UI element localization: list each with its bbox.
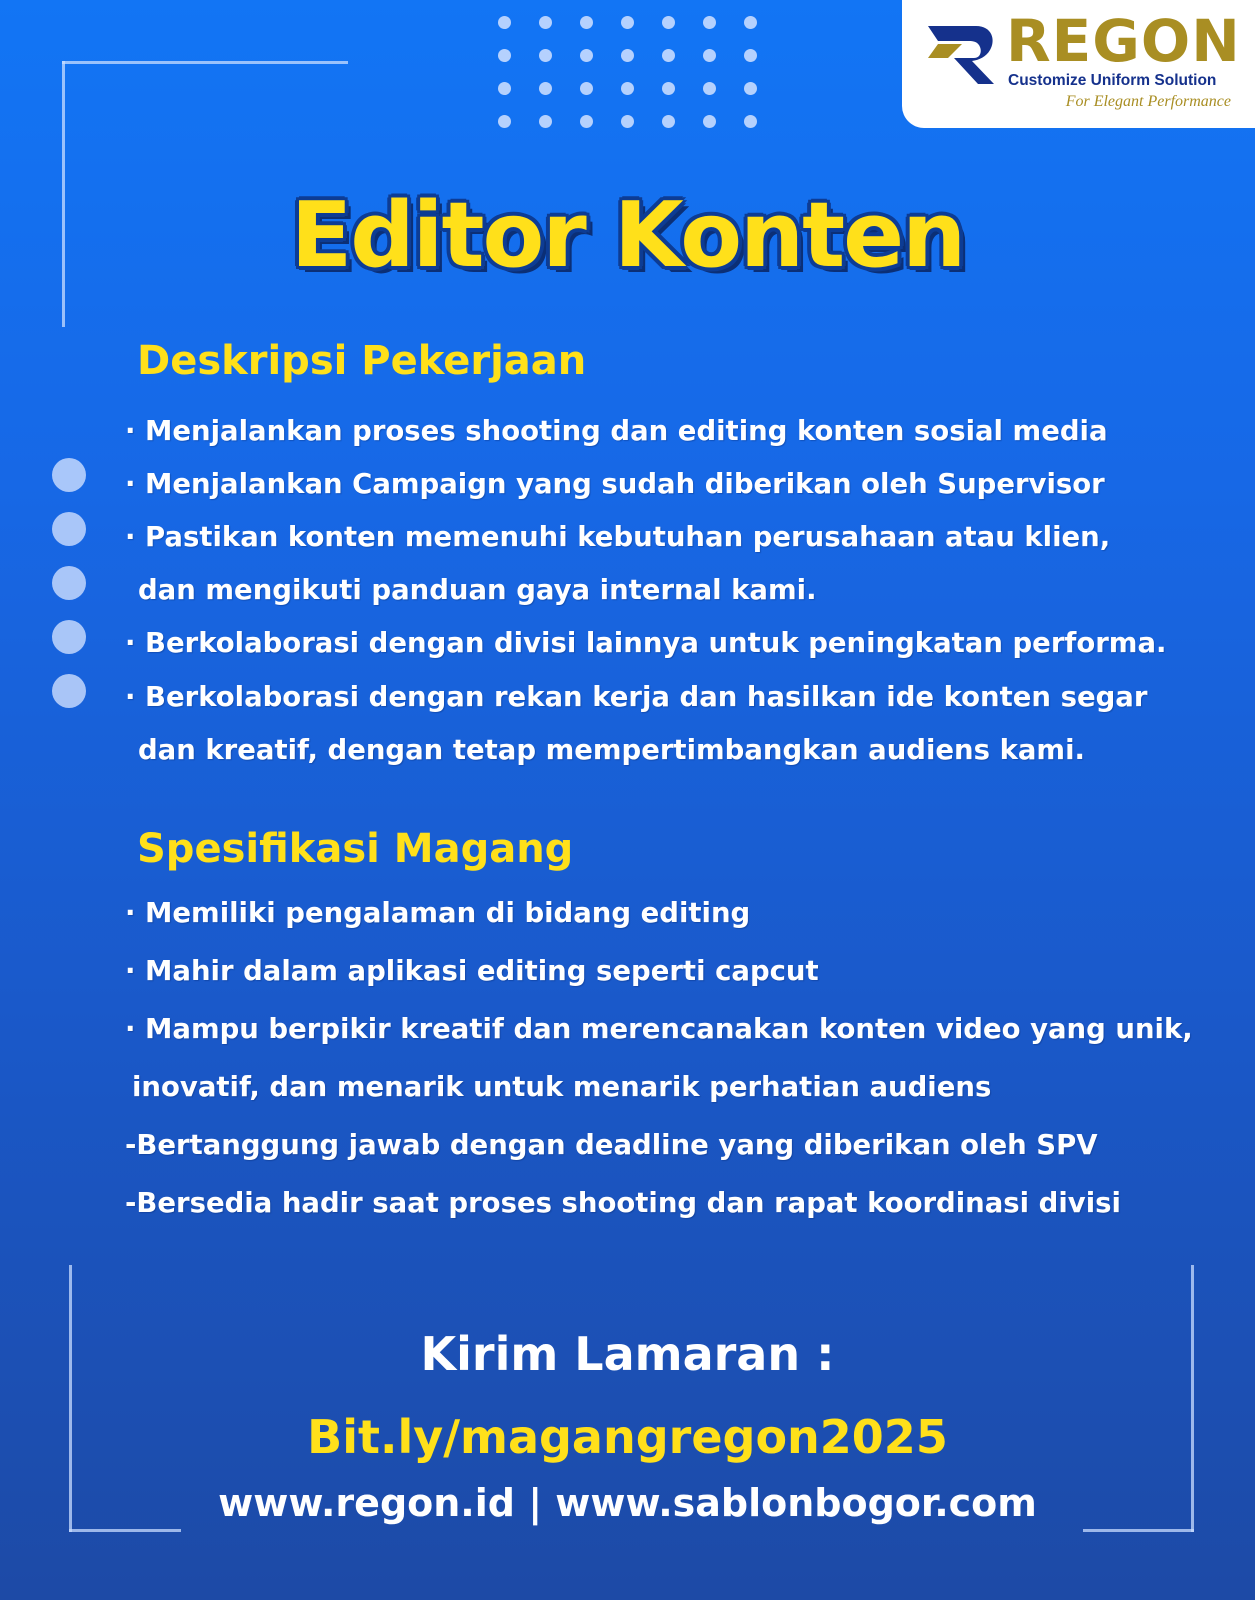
job-description-line: · Berkolaborasi dengan divisi lainnya untuk peningkatan performa. — [125, 627, 1167, 659]
decor-line — [69, 1529, 181, 1532]
brand-slogan: For Elegant Performance — [1065, 93, 1231, 110]
apply-label: Kirim Lamaran : — [420, 1327, 835, 1381]
internship-spec-line: · Mahir dalam aplikasi editing seperti capcut — [125, 955, 819, 987]
brand-tagline: Customize Uniform Solution — [1008, 72, 1217, 89]
internship-specs-heading: Spesifikasi Magang — [137, 826, 574, 872]
internship-spec-line: -Bersedia hadir saat proses shooting dan rapat koordinasi divisi — [125, 1187, 1121, 1219]
page-title: Editor Konten — [290, 183, 965, 288]
job-description-heading: Deskripsi Pekerjaan — [137, 338, 587, 384]
decor-side-circles — [52, 458, 86, 708]
decor-dot-grid — [498, 16, 757, 128]
job-description-line: dan kreatif, dengan tetap mempertimbangkan audiens kami. — [138, 734, 1085, 766]
internship-spec-line: inovatif, dan menarik untuk menarik perhatian audiens — [132, 1071, 992, 1103]
job-description-line: · Menjalankan proses shooting dan editing konten sosial media — [125, 415, 1108, 447]
job-description-line: dan mengikuti panduan gaya internal kami. — [138, 574, 817, 606]
brand-name: REGON — [1006, 7, 1241, 75]
regon-logo-icon — [924, 20, 999, 90]
internship-spec-line: · Memiliki pengalaman di bidang editing — [125, 897, 751, 929]
job-description-line: · Pastikan konten memenuhi kebutuhan perusahaan atau klien, — [125, 521, 1111, 553]
website-links[interactable]: www.regon.id | www.sablonbogor.com — [218, 1481, 1037, 1525]
job-description-line: · Menjalankan Campaign yang sudah diberikan oleh Supervisor — [125, 468, 1105, 500]
internship-spec-line: · Mampu berpikir kreatif dan merencanakan konten video yang unik, — [125, 1013, 1193, 1045]
internship-spec-line: -Bertanggung jawab dengan deadline yang diberikan oleh SPV — [125, 1129, 1098, 1161]
decor-line — [1083, 1529, 1194, 1532]
apply-link[interactable]: Bit.ly/magangregon2025 — [307, 1410, 948, 1464]
brand-logo — [902, 0, 1255, 128]
decor-line — [62, 61, 348, 64]
job-description-line: · Berkolaborasi dengan rekan kerja dan hasilkan ide konten segar — [125, 681, 1148, 713]
